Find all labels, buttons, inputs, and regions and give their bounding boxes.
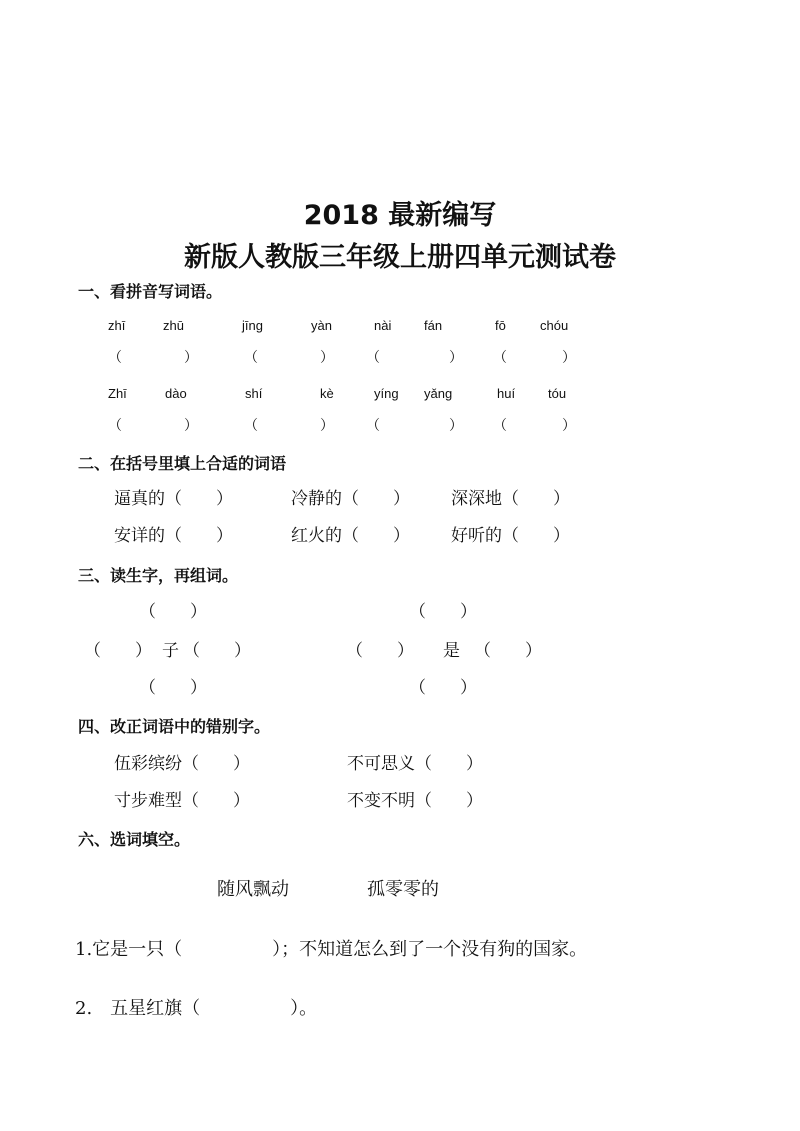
pinyin: chóu xyxy=(540,318,569,333)
paren-open: （ xyxy=(108,350,122,366)
paren-open: （ xyxy=(366,418,380,434)
pinyin: zhī xyxy=(108,318,126,333)
paren-open: （ xyxy=(108,418,122,434)
correction-item: 伍彩缤纷（ ） xyxy=(114,754,250,774)
paren-open: （ xyxy=(493,350,507,366)
paren-close: ） xyxy=(562,350,576,366)
word-blank: （ ） xyxy=(474,641,542,661)
fill-item: 深深地（ ） xyxy=(451,489,570,509)
section-6-heading: 六、选词填空。 xyxy=(78,830,191,849)
word-blank: （ ） xyxy=(409,678,477,698)
pinyin: dào xyxy=(165,386,187,401)
question-1: 1.它是一只（ ）；不知道怎么到了一个没有狗的国家。 xyxy=(75,939,588,960)
pinyin: yíng xyxy=(374,386,399,401)
pinyin: Zhī xyxy=(108,386,127,401)
paren-open: （ xyxy=(493,418,507,434)
paren-close: ） xyxy=(320,418,334,434)
word-choice: 孤零零的 xyxy=(367,879,439,900)
word-blank: （ ） xyxy=(139,602,207,622)
correction-item: 寸步难型（ ） xyxy=(114,791,250,811)
word-blank: （ ） xyxy=(139,678,207,698)
paren-close: ） xyxy=(449,350,463,366)
section-2-heading: 二、在括号里填上合适的词语 xyxy=(78,454,287,473)
pinyin: fō xyxy=(495,318,506,333)
question-2: 2. 五星红旗（ ）。 xyxy=(75,998,318,1019)
paren-open: （ xyxy=(366,350,380,366)
paren-close: ） xyxy=(449,418,463,434)
pinyin: tóu xyxy=(548,386,567,401)
section-3-heading: 三、读生字，再组词。 xyxy=(78,566,239,585)
char-right: 是 xyxy=(443,641,460,661)
word-choice: 随风飘动 xyxy=(217,879,289,900)
char-blank: （ ） xyxy=(84,641,152,661)
pinyin: huí xyxy=(497,386,516,401)
fill-item: 冷静的（ ） xyxy=(291,489,410,509)
title-line-1: 2018 最新编写 xyxy=(303,200,497,231)
title-line-2: 新版人教版三年级上册四单元测试卷 xyxy=(184,242,616,273)
paren-close: ） xyxy=(562,418,576,434)
word-blank: （ ） xyxy=(409,602,477,622)
section-4-heading: 四、改正词语中的错别字。 xyxy=(78,717,271,736)
fill-item: 安详的（ ） xyxy=(114,526,233,546)
pinyin: fán xyxy=(424,318,443,333)
pinyin: yǎng xyxy=(424,386,453,401)
paren-close: ） xyxy=(184,350,198,366)
paren-open: （ xyxy=(244,418,258,434)
char-blank: （ ） xyxy=(346,641,414,661)
paren-open: （ xyxy=(244,350,258,366)
pinyin: nài xyxy=(374,318,392,333)
pinyin: jīng xyxy=(242,318,263,333)
pinyin: yàn xyxy=(311,318,332,333)
fill-item: 好听的（ ） xyxy=(451,526,570,546)
section-1-heading: 一、看拼音写词语。 xyxy=(78,282,223,301)
pinyin: zhū xyxy=(163,318,184,333)
paren-close: ） xyxy=(320,350,334,366)
correction-item: 不变不明（ ） xyxy=(347,791,483,811)
correction-item: 不可思义（ ） xyxy=(347,754,483,774)
pinyin: kè xyxy=(320,386,334,401)
paren-close: ） xyxy=(184,418,198,434)
fill-item: 逼真的（ ） xyxy=(114,489,233,509)
pinyin: shí xyxy=(245,386,263,401)
char-left: 子 xyxy=(162,641,179,661)
fill-item: 红火的（ ） xyxy=(291,526,410,546)
word-blank: （ ） xyxy=(183,641,251,661)
